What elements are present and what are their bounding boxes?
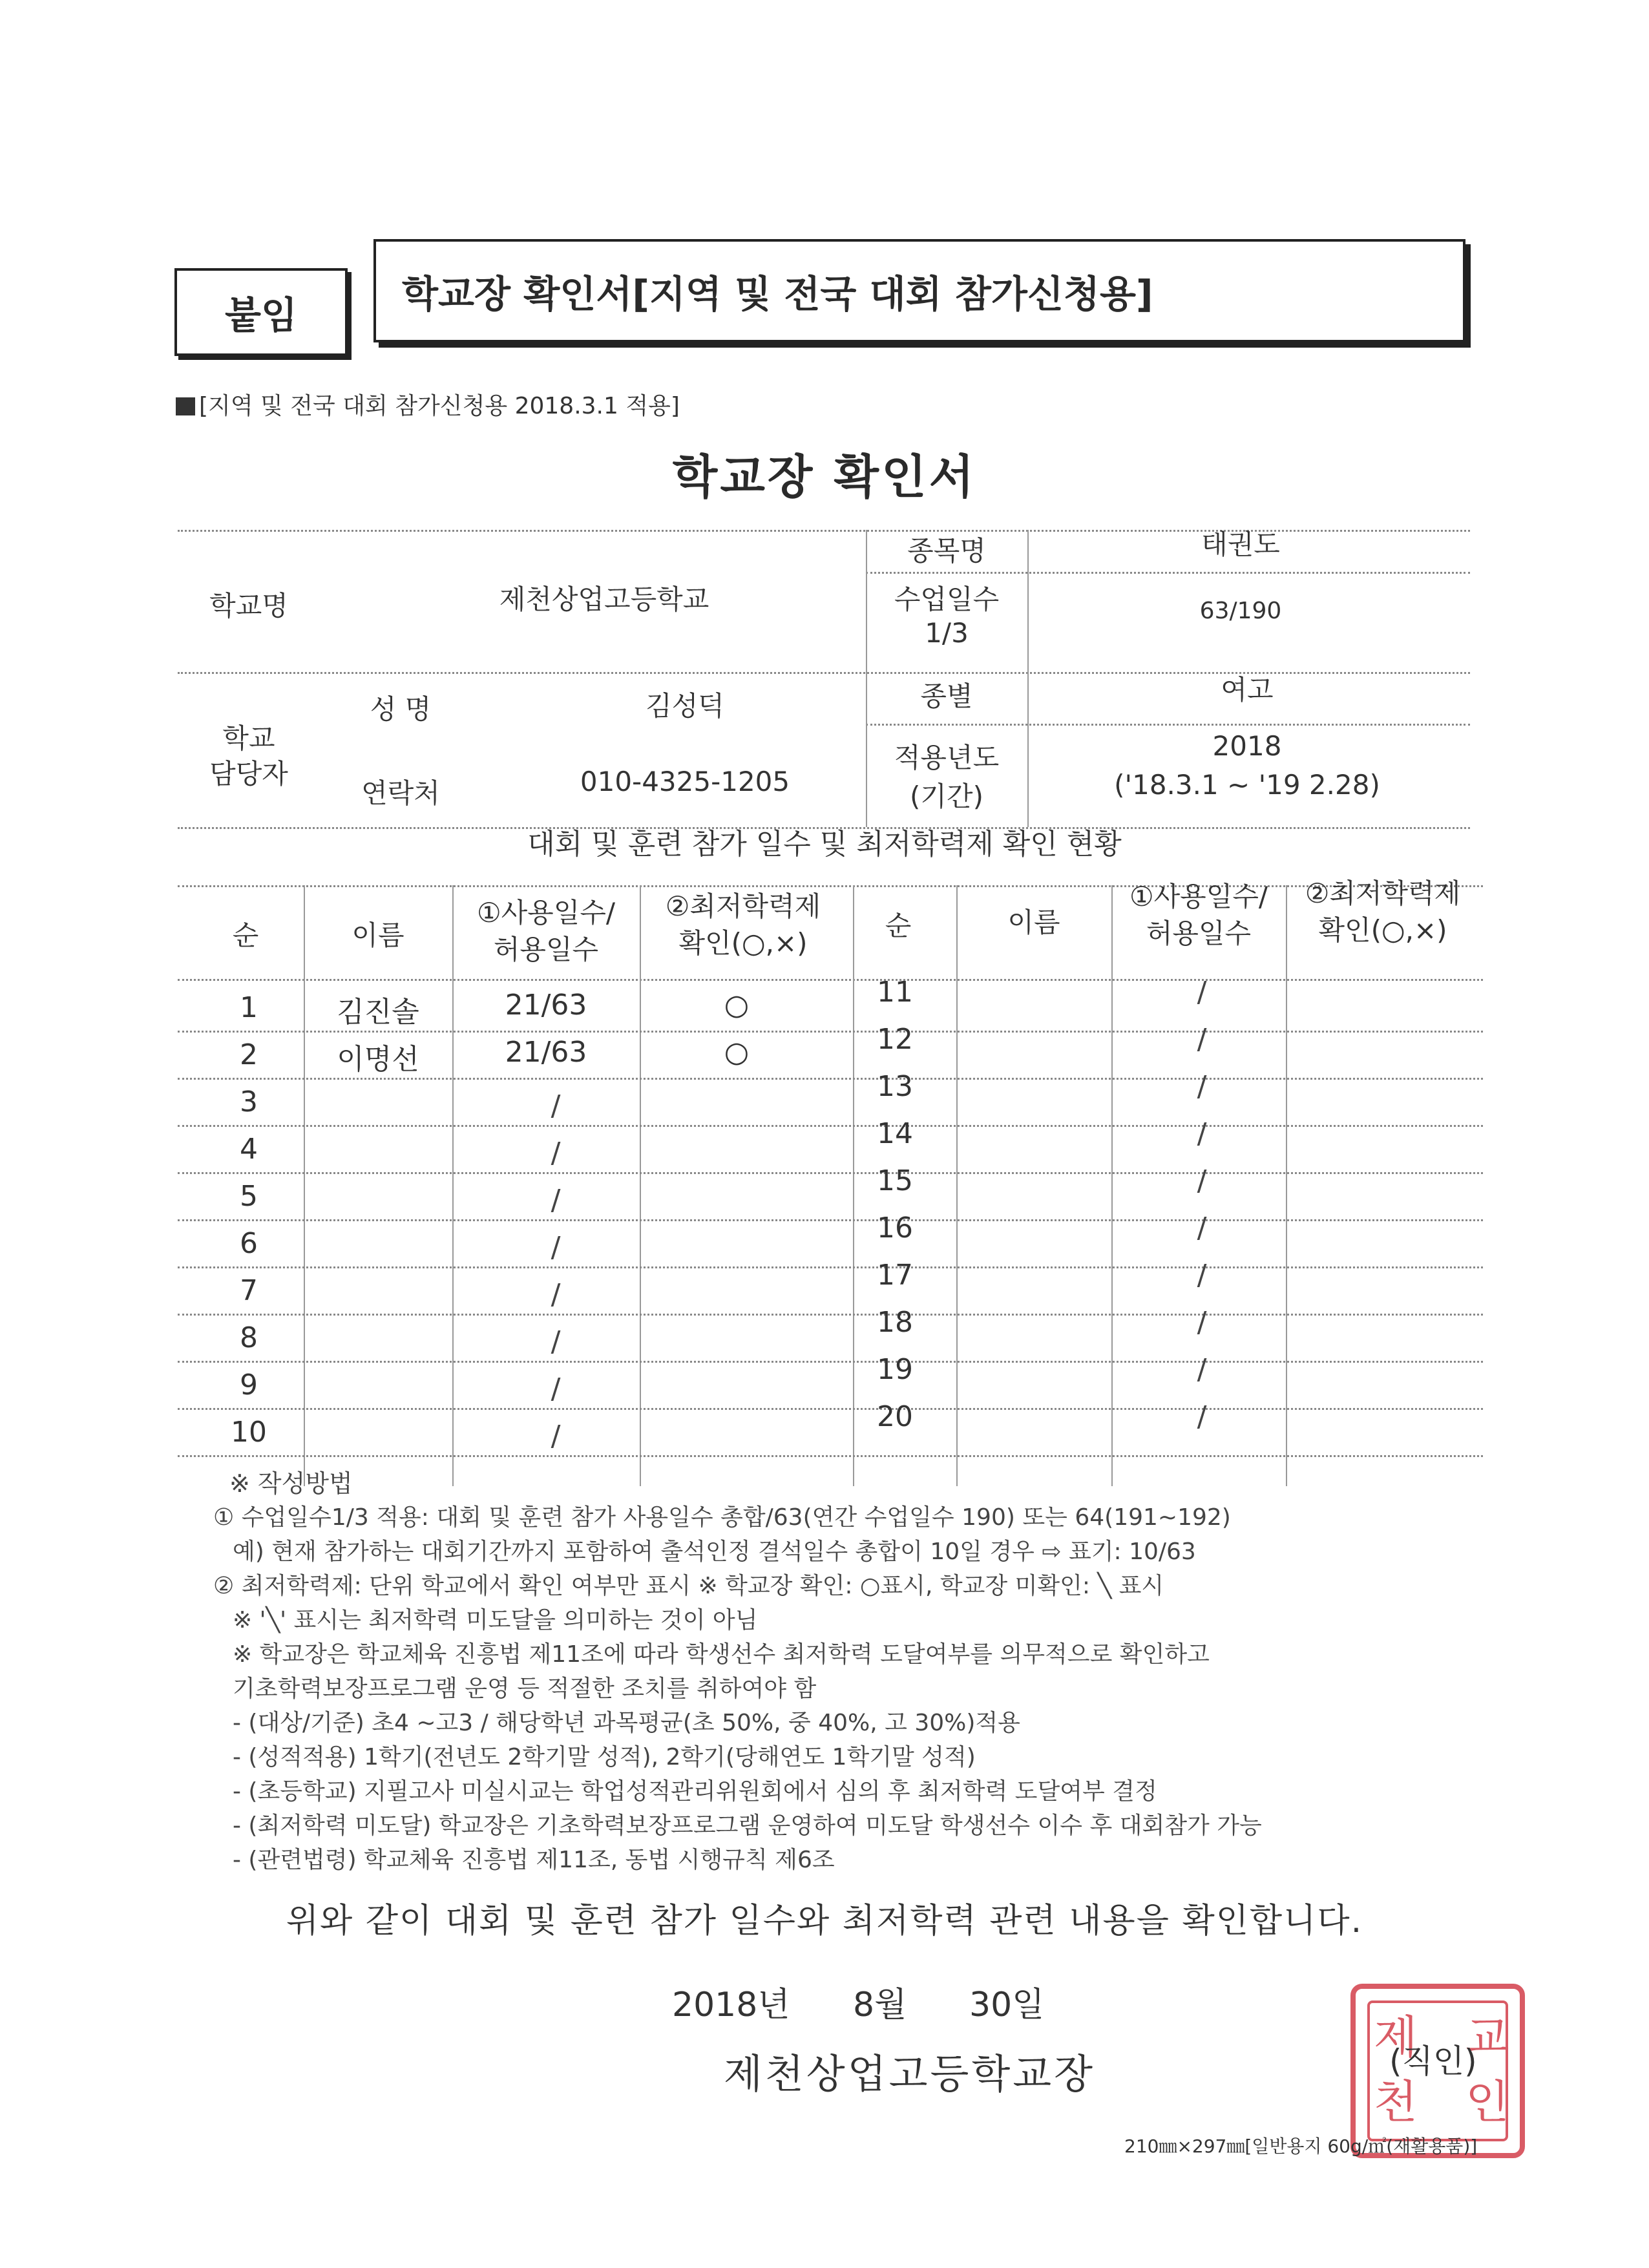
footer-paper-spec: 210㎜×297㎜[일반용지 60g/㎡(재활용품)] [1124, 2136, 1478, 2157]
table-row-days-right: / [1197, 1023, 1207, 1056]
table-center-divider [853, 885, 854, 1486]
table-row-seq: 9 [240, 1369, 258, 1402]
table-row-days: 21/63 [505, 1036, 587, 1069]
divider [178, 672, 1470, 674]
year-period: ('18.3.1 ~ '19 2.28) [1114, 769, 1380, 801]
manager-label-sub: 담당자 [209, 758, 288, 790]
instruction-line: ※ '╲' 표시는 최저학력 미도달을 의미하는 것이 아님 [233, 1607, 758, 1633]
date-day: 30일 [969, 1986, 1045, 2024]
table-row-days: / [551, 1137, 561, 1170]
principal-name: 제천상업고등학교장 [724, 2050, 1096, 2097]
year-label: 적용년도 [894, 742, 1000, 773]
event-label: 종목명 [907, 535, 986, 567]
seal-glyph: 제 [1374, 2011, 1418, 2064]
row-divider [178, 1172, 1483, 1174]
table-row-seq-right: 18 [877, 1306, 913, 1339]
header-used [477, 895, 615, 968]
table-row-days: / [551, 1278, 561, 1311]
year-value: 2018 [1212, 730, 1282, 762]
days-label: 수업일수 [894, 583, 1000, 615]
divider [866, 572, 1470, 574]
row-divider [178, 1408, 1483, 1410]
row-divider [178, 1078, 1483, 1080]
header-check-right-line1: ②최저학력제 [1305, 877, 1461, 909]
confirmation-statement: 위와 같이 대회 및 훈련 참가 일수와 최저학력 관련 내용을 확인합니다. [286, 1902, 1363, 1940]
row-divider [178, 1361, 1483, 1363]
instruction-line: 기초학력보장프로그램 운영 등 적절한 조치를 취하여야 함 [233, 1675, 817, 1702]
header-name-right: 이름 [1007, 907, 1060, 938]
instruction-line: - (성적적용) 1학기(전년도 2학기말 성적), 2학기(당해연도 1학기말 성적) [233, 1744, 976, 1770]
table-header-border [178, 979, 1483, 981]
row-divider [178, 1031, 1483, 1033]
table-row-seq-right: 12 [877, 1023, 913, 1056]
school-value: 제천상업고등학교 [499, 583, 709, 615]
table-row-seq-right: 16 [877, 1212, 913, 1244]
table-row-days: / [551, 1231, 561, 1264]
instruction-line: 예) 현재 참가하는 대회기간까지 포함하여 출석인정 결석일수 총합이 10일 경우 ⇨ 표기: 10/63 [233, 1538, 1196, 1565]
contact-label: 연락처 [361, 777, 440, 809]
header-check-line2: 확인(○,×) [678, 927, 808, 959]
divider-vertical [640, 885, 641, 1486]
instruction-line: - (대상/기준) 초4 ~고3 / 해당학년 과목평균(초 50%, 중 40%, 고 30%)적용 [233, 1710, 1020, 1736]
header-check-line1: ②최저학력제 [665, 890, 821, 922]
table-row-check: ○ [724, 989, 750, 1022]
header-used-right-line2: 허용일수 [1146, 917, 1252, 949]
header-used-line1: ①사용일수/ [476, 897, 616, 929]
header-name: 이름 [352, 919, 404, 951]
header-check-right [1305, 876, 1461, 949]
divider-vertical [304, 885, 305, 1486]
divider-vertical [1027, 530, 1029, 827]
header-used-right-line1: ①사용일수/ [1129, 881, 1268, 912]
sub-note-text: [지역 및 전국 대회 참가신청용 2018.3.1 적용] [199, 393, 680, 419]
header-used-line2: 허용일수 [493, 933, 599, 965]
type-label: 종별 [920, 680, 973, 712]
header-seq-right: 순 [885, 910, 912, 941]
divider-vertical [1111, 885, 1113, 1486]
table-row-seq: 5 [240, 1180, 258, 1213]
row-divider [178, 1314, 1483, 1316]
table-row-seq-right: 13 [877, 1070, 913, 1103]
table-row-seq: 6 [240, 1227, 258, 1260]
attach-label-box [174, 268, 348, 356]
table-row-days: / [551, 1089, 561, 1122]
seal-glyph: 천 [1374, 2075, 1418, 2128]
table-row-seq: 2 [240, 1038, 258, 1071]
table-top-border [178, 885, 1483, 887]
row-divider [178, 1125, 1483, 1127]
table-row-days-right: / [1197, 1117, 1207, 1150]
table-row-name: 이명선 [337, 1043, 419, 1076]
table-bottom-border [178, 1455, 1483, 1457]
header-seq: 순 [232, 919, 259, 951]
table-row-seq: 3 [240, 1086, 258, 1118]
attach-label: 붙임 [224, 293, 298, 337]
page-title: 학교장 확인서 [672, 450, 977, 504]
instruction-line: ※ 학교장은 학교체육 진흥법 제11조에 따라 학생선수 최저학력 도달여부를 의무적으로 확인하고 [233, 1641, 1210, 1668]
year-label-sub: (기간) [910, 781, 983, 812]
name-label: 성 명 [370, 693, 432, 725]
days-label-sub: 1/3 [925, 617, 969, 649]
seal-glyph: 교 [1465, 2011, 1509, 2064]
table-row-days-right: / [1197, 1259, 1207, 1292]
divider-vertical [866, 530, 867, 827]
table-row-seq-right: 20 [877, 1400, 913, 1433]
table-row-days-right: / [1197, 1212, 1207, 1244]
table-row-seq-right: 15 [877, 1164, 913, 1197]
days-value: 63/190 [1199, 598, 1282, 624]
table-row-days: / [551, 1184, 561, 1217]
divider-vertical [956, 885, 958, 1486]
instruction-line: - (초등학교) 지필고사 미실시교는 학업성적관리위원회에서 심의 후 최저학력 도달여부 결정 [233, 1778, 1157, 1805]
square-bullet-icon [176, 397, 195, 415]
table-row-days-right: / [1197, 976, 1207, 1009]
table-row-seq: 1 [240, 991, 258, 1024]
event-value: 태권도 [1201, 529, 1280, 560]
instruction-line: ① 수업일수1/3 적용: 대회 및 훈련 참가 사용일수 총합/63(연간 수업일수 190) 또는 64(191~192) [213, 1504, 1231, 1531]
table-row-seq: 10 [231, 1416, 267, 1449]
table-row-days: / [551, 1420, 561, 1453]
table-row-seq: 8 [240, 1321, 258, 1354]
header-check [666, 888, 821, 961]
row-divider [178, 1219, 1483, 1221]
instruction-line: ② 최저학력제: 단위 학교에서 확인 여부만 표시 ※ 학교장 확인: ○표시, 학교장 미확인: ╲ 표시 [213, 1573, 1164, 1599]
row-divider [178, 1266, 1483, 1268]
table-row-seq: 7 [240, 1274, 258, 1307]
table-row-days: / [551, 1325, 561, 1358]
table-row-days-right: / [1197, 1353, 1207, 1386]
school-label: 학교명 [209, 590, 288, 622]
table-row-days: / [551, 1372, 561, 1405]
divider-vertical [1286, 885, 1287, 1486]
table-title: 대회 및 훈련 참가 일수 및 최저학력제 확인 현황 [527, 828, 1122, 861]
divider [866, 724, 1470, 726]
doc-title: 학교장 확인서[지역 및 전국 대회 참가신청용] [402, 272, 1153, 316]
header-check-right-line2: 확인(○,×) [1318, 914, 1447, 946]
seal-label: (직인) [1389, 2042, 1477, 2080]
table-row-days-right: / [1197, 1400, 1207, 1433]
doc-title-box [373, 239, 1465, 342]
table-row-seq-right: 14 [877, 1117, 913, 1150]
table-row-seq: 4 [240, 1133, 258, 1166]
table-row-check: ○ [724, 1036, 750, 1069]
table-row-days: 21/63 [505, 989, 587, 1022]
table-row-days-right: / [1197, 1164, 1207, 1197]
table-row-name: 김진솔 [337, 996, 419, 1029]
instructions-heading: ※ 작성방법 [229, 1469, 353, 1498]
date-year: 2018년 [672, 1986, 790, 2024]
instruction-line: - (최저학력 미도달) 학교장은 기초학력보장프로그램 운영하여 미도달 학생선수 이수 후 대회참가 가능 [233, 1812, 1262, 1839]
table-row-seq-right: 11 [877, 976, 913, 1009]
type-value: 여고 [1221, 674, 1274, 706]
seal-glyph: 인 [1465, 2075, 1509, 2128]
table-row-days-right: / [1197, 1070, 1207, 1103]
sub-note [176, 388, 680, 421]
table-row-seq-right: 17 [877, 1259, 913, 1292]
header-used-right [1129, 879, 1268, 952]
contact-value: 010-4325-1205 [580, 766, 790, 797]
date-month: 8월 [853, 1986, 907, 2024]
name-value: 김성덕 [646, 690, 724, 722]
manager-label: 학교 [222, 722, 275, 754]
table-row-seq-right: 19 [877, 1353, 913, 1386]
divider-vertical [452, 885, 454, 1486]
instruction-line: - (관련법령) 학교체육 진흥법 제11조, 동법 시행규칙 제6조 [233, 1847, 835, 1873]
table-row-days-right: / [1197, 1306, 1207, 1339]
